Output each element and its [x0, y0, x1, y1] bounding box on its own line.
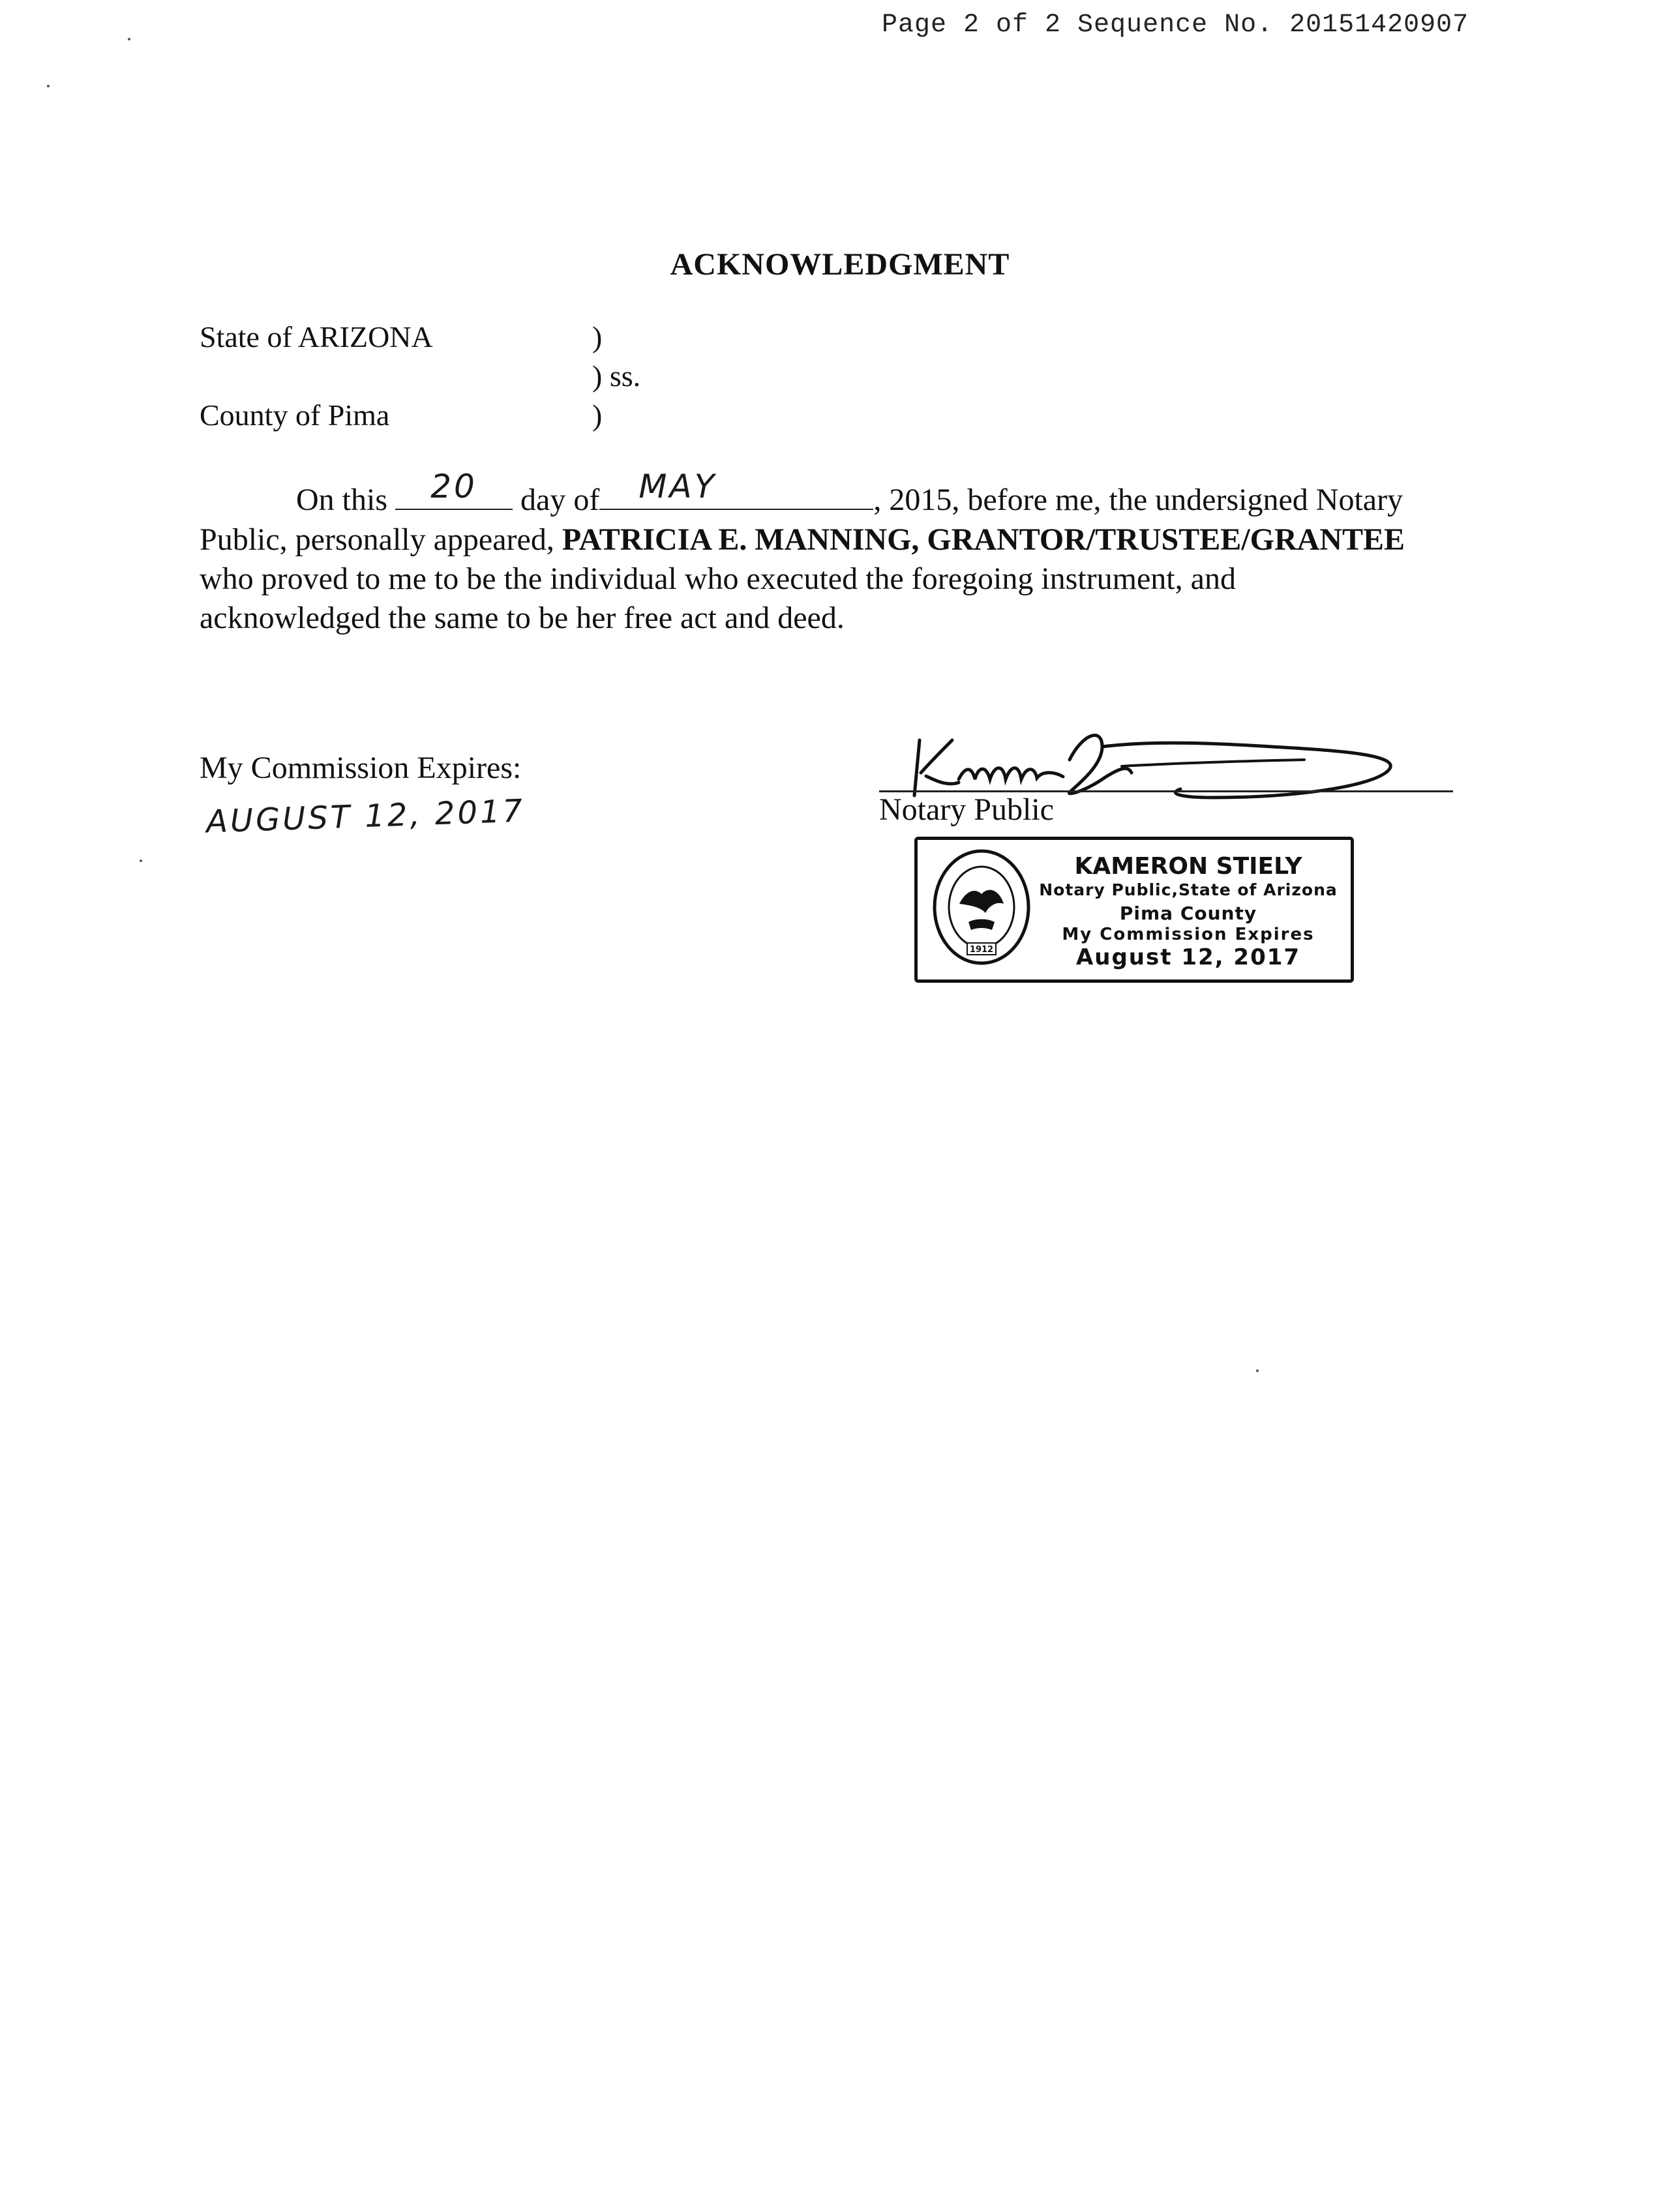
day-of-label: day of — [520, 483, 600, 517]
month-handwritten: MAY — [638, 468, 717, 505]
venue-paren-top: ) — [592, 320, 603, 353]
scan-speck — [128, 38, 130, 40]
commission-label: My Commission Expires: — [200, 751, 522, 785]
arizona-seal-icon — [929, 845, 1034, 969]
page-sequence-header: Page 2 of 2 Sequence No. 20151420907 — [882, 10, 1469, 40]
ack-line-2 — [200, 520, 1405, 560]
month-blank — [599, 468, 873, 510]
on-this-label: On this — [296, 483, 388, 517]
stamp-line-5: August 12, 2017 — [1075, 944, 1301, 970]
stamp-line-2: Notary Public,State of Arizona — [1039, 880, 1338, 899]
notary-stamp — [914, 837, 1354, 983]
ack-line-1-tail: , 2015, before me, the undersigned Notary — [873, 483, 1403, 517]
stamp-line-4: My Commission Expires — [1062, 925, 1315, 944]
ack-line-3: who proved to me to be the individual who executed the foregoing instrument, and — [200, 561, 1236, 596]
venue-paren-bottom: ) — [592, 398, 603, 432]
scan-speck — [47, 85, 50, 87]
party-name: PATRICIA E. MANNING, GRANTOR/TRUSTEE/GRANTEE — [562, 522, 1405, 557]
ack-line-4: acknowledged the same to be her free act and deed. — [200, 601, 845, 635]
day-blank — [395, 468, 513, 510]
scan-speck — [1256, 1369, 1259, 1372]
stamp-notary-name: KAMERON STIELY — [1074, 853, 1302, 880]
scan-speck — [140, 859, 142, 862]
venue-county: County of Pima — [200, 398, 390, 432]
seal-year: 1912 — [969, 945, 994, 955]
notary-public-caption: Notary Public — [879, 792, 1054, 827]
ack-line-2-prefix: Public, personally appeared, — [200, 522, 554, 557]
stamp-line-3: Pima County — [1119, 903, 1257, 924]
ack-line-1 — [296, 468, 1403, 520]
venue-paren-ss: ) ss. — [592, 359, 641, 393]
day-handwritten: 20 — [430, 468, 477, 505]
commission-date-handwritten: AUGUST 12, 2017 — [205, 792, 526, 841]
document-title: ACKNOWLEDGMENT — [670, 247, 1010, 282]
venue-state: State of ARIZONA — [200, 320, 433, 353]
